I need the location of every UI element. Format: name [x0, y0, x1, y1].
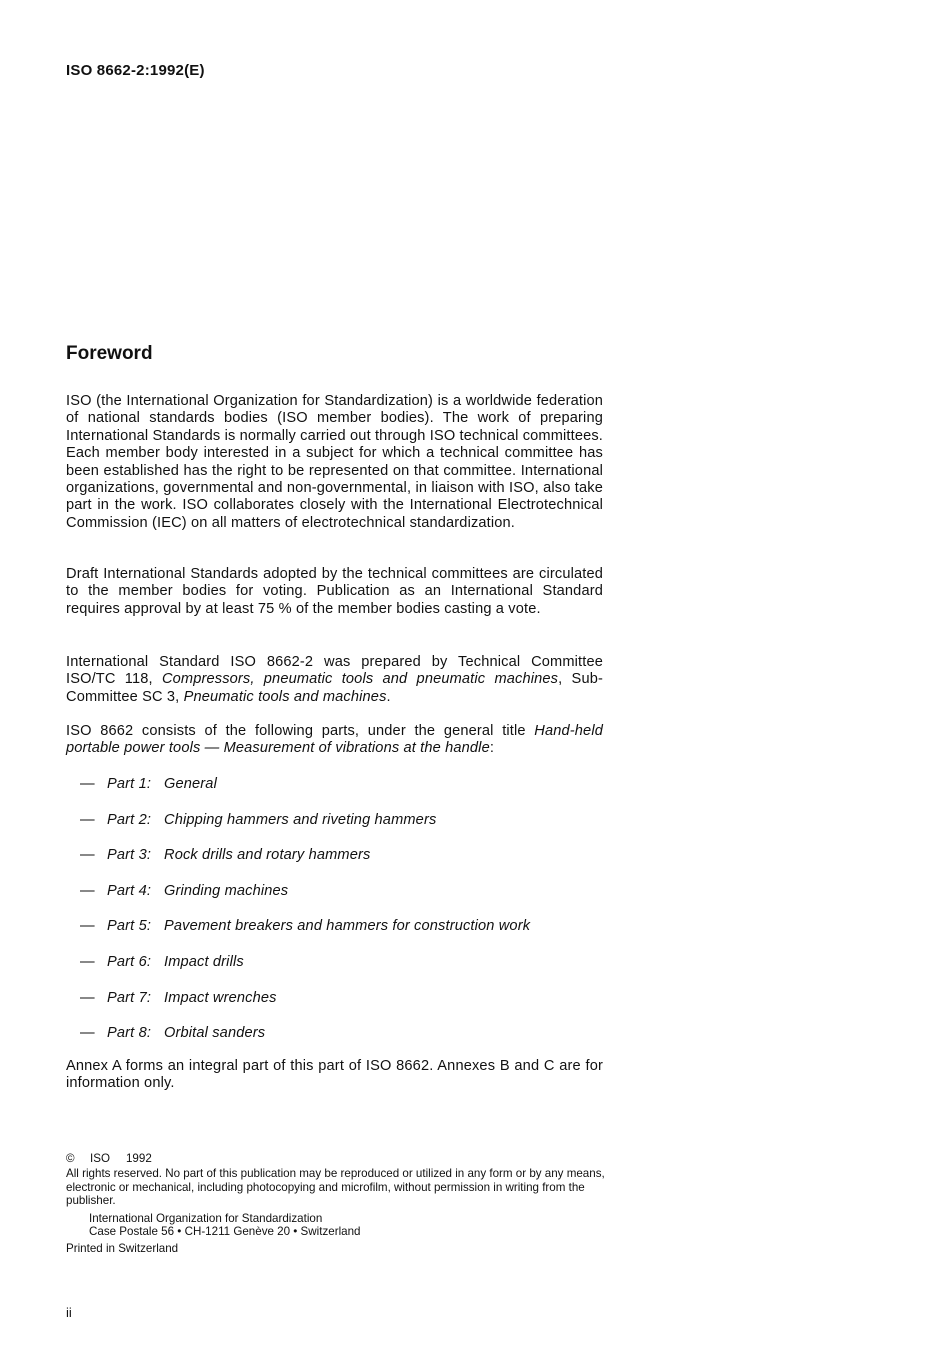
- part-title: Rock drills and rotary hammers: [164, 847, 371, 864]
- p3-text-1: International Standard ISO 8662-2 was prepared by Technical Committee ISO/TC 118,: [66, 654, 603, 688]
- foreword-paragraph-1: ISO (the International Organization for Standardization) is a worldwide federation of national standards bodies (ISO member bodies). The work of preparing International Standards is normally carried out through ISO technical committees. Each member body interested in a subject for which a technical committee has been established has the right to be represented on that committee. International organizations, governmental and non-governmental, in liaison with ISO, also take part in the work. ISO collaborates closely with the International Electrotechnical Commission (IEC) on all matters of electrotechnical standardization.: [66, 393, 603, 531]
- part-title: Pavement breakers and hammers for construction work: [164, 918, 531, 935]
- list-item: [80, 883, 530, 919]
- part-number: Part 7:: [107, 989, 152, 1006]
- copyright-icon: ©: [66, 1152, 75, 1165]
- document-id: ISO 8662-2:1992(E): [66, 62, 205, 79]
- part-title: Impact drills: [164, 953, 244, 970]
- list-item: [80, 954, 530, 990]
- part-number: Part 3:: [107, 847, 152, 864]
- list-dash: —: [80, 811, 95, 828]
- general-title: Hand-held portable power tools — Measurement of vibrations at the handle: [66, 723, 603, 757]
- publisher-name: International Organization for Standardization: [89, 1211, 323, 1225]
- copyright-line: [66, 1152, 606, 1165]
- list-item: [80, 1025, 530, 1061]
- list-dash: —: [80, 989, 95, 1006]
- part-title: General: [164, 776, 217, 792]
- list-dash: —: [80, 1025, 95, 1042]
- list-dash: —: [80, 847, 95, 864]
- list-item: [80, 918, 530, 954]
- rights-notice: All rights reserved. No part of this publication may be reproduced or utilized in any form or by any means, electronic or mechanical, including photocopying and microfilm, without permission in writing from the publisher.: [66, 1167, 605, 1208]
- foreword-paragraph-4: [66, 723, 603, 758]
- list-dash: —: [80, 953, 95, 970]
- foreword-paragraph-2: Draft International Standards adopted by the technical committees are circulated to the member bodies for voting. Publication as an International Standard requires approval by at least 75 % of the member bodies casting a vote.: [66, 566, 603, 617]
- part-number: Part 4:: [107, 882, 152, 899]
- committee-title: Compressors, pneumatic tools and pneumatic machines: [161, 671, 559, 688]
- list-item: [80, 847, 530, 883]
- part-number: Part 8:: [107, 1025, 152, 1042]
- page-number: ii: [66, 1305, 72, 1320]
- list-dash: —: [80, 882, 95, 899]
- subcommittee-title: Pneumatic tools and machines: [183, 688, 387, 705]
- part-title: Chipping hammers and riveting hammers: [164, 811, 437, 828]
- list-item: [80, 990, 530, 1026]
- list-dash: —: [80, 776, 95, 792]
- part-number: Part 2:: [107, 811, 152, 828]
- copyright-holder: ISO: [90, 1152, 110, 1165]
- p4-text-1: ISO 8662 consists of the following parts, under the general title: [66, 723, 535, 739]
- copyright-block: [66, 1152, 606, 1256]
- list-item: [80, 812, 530, 848]
- p3-text-2: , Sub-Committee SC 3,: [66, 671, 603, 705]
- part-number: Part 6:: [107, 953, 152, 970]
- part-title: Orbital sanders: [164, 1025, 266, 1042]
- copyright-year: 1992: [125, 1152, 152, 1165]
- part-title: Impact wrenches: [164, 989, 277, 1006]
- foreword-paragraph-5: Annex A forms an integral part of this part of ISO 8662. Annexes B and C are for information only.: [66, 1058, 603, 1092]
- p3-text-3: .: [386, 688, 391, 705]
- foreword-heading: Foreword: [66, 343, 153, 364]
- list-item: [80, 776, 530, 812]
- foreword-paragraph-3: [66, 654, 603, 706]
- p4-text-2: :: [489, 740, 495, 757]
- part-number: Part 1:: [107, 776, 152, 792]
- publisher-address: Case Postale 56 • CH-1211 Genève 20 • Switzerland: [89, 1225, 361, 1239]
- part-title: Grinding machines: [164, 882, 289, 899]
- parts-list: [80, 776, 530, 1061]
- printed-in: Printed in Switzerland: [66, 1242, 179, 1256]
- part-number: Part 5:: [107, 918, 152, 935]
- list-dash: —: [80, 918, 95, 935]
